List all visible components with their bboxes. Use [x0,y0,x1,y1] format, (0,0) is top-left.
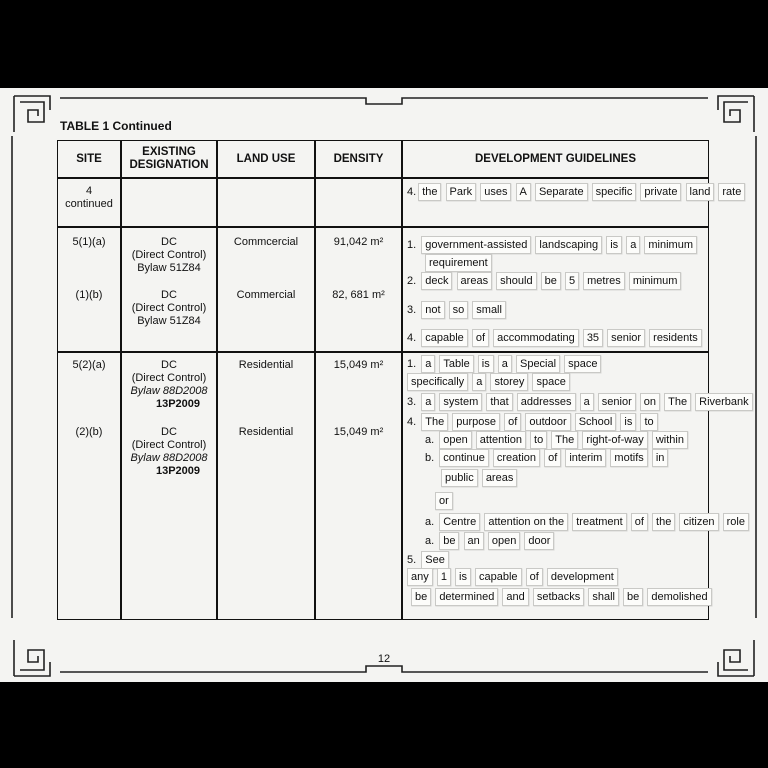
guideline-line [441,469,518,487]
column-divider [401,141,403,619]
cutout-word: See [421,551,449,569]
land-use-cell: Commcercial [233,236,299,248]
cutout-word: to [640,413,657,431]
header-site: SITE [76,152,102,165]
row-divider [58,177,708,179]
cutout-word: a [472,373,486,391]
cutout-word: outdoor [525,413,570,431]
guideline-number: 5. [407,554,420,566]
cutout-word: on [640,393,660,411]
density-cell: 15,049 m² [333,426,384,438]
site-cell: 5(2)(a) [72,359,106,371]
land-use-cell: Residential [238,426,294,438]
cutout-word: not [421,301,444,319]
guideline-line [407,301,507,319]
cutout-word: minimum [644,236,697,254]
guideline-line [407,355,602,373]
cutout-word: requirement [425,254,492,272]
cutout-word: door [524,532,554,550]
cutout-word: be [541,272,561,290]
row-divider [58,226,708,228]
cutout-word: attention [476,431,526,449]
cutout-word: system [439,393,482,411]
table-title: TABLE 1 Continued [60,119,172,133]
cutout-word: motifs [610,449,647,467]
cutout-word: attention on the [484,513,568,531]
cutout-word: an [464,532,484,550]
column-divider [314,141,316,619]
guideline-line [425,431,689,449]
guideline-line [407,272,682,290]
site-cell: 5(1)(a) [72,236,106,248]
cutout-word: of [472,329,489,347]
cutout-word: 35 [583,329,603,347]
cutout-word: A [516,183,531,201]
cutout-word: government-assisted [421,236,531,254]
cutout-word: continue [439,449,489,467]
development-table [57,140,749,620]
cutout-word: The [551,431,578,449]
cutout-word: interim [565,449,606,467]
cutout-word: that [486,393,512,411]
density-cell: 91,042 m² [333,236,384,248]
designation-cell: DC (Direct Control) Bylaw 88D2008 13P2009 [130,426,208,477]
cutout-word: open [488,532,520,550]
header-development-guidelines: DEVELOPMENT GUIDELINES [474,152,637,165]
row-divider [58,351,708,353]
cutout-word: small [472,301,506,319]
cutout-word: The [421,413,448,431]
cutout-word: space [564,355,601,373]
guideline-line [411,588,713,606]
cutout-word: is [478,355,494,373]
corner-ornament-top-right [718,96,754,132]
cutout-word: creation [493,449,540,467]
guideline-number: 4. [407,332,420,344]
header-density: DENSITY [333,152,384,165]
cutout-word: be [439,532,459,550]
guideline-line [425,254,493,272]
cutout-word: is [620,413,636,431]
cutout-word: senior [598,393,636,411]
cutout-word: landscaping [535,236,602,254]
cutout-word: in [652,449,669,467]
cutout-word: of [631,513,648,531]
cutout-word: Centre [439,513,480,531]
guideline-line [407,329,703,347]
designation-cell: DC (Direct Control) Bylaw 51Z84 [131,289,207,327]
designation-cell: DC (Direct Control) Bylaw 51Z84 [131,236,207,274]
site-cell: 4 continued [65,185,113,210]
cutout-word: areas [457,272,493,290]
cutout-word: open [439,431,471,449]
cutout-word: citizen [679,513,718,531]
guideline-line [407,373,571,391]
cutout-word: demolished [647,588,711,606]
cutout-word: or [435,492,453,510]
cutout-word: any [407,568,433,586]
land-use-cell: Commercial [236,289,296,301]
cutout-word: uses [480,183,511,201]
cutout-word: Separate [535,183,588,201]
cutout-word: addresses [517,393,576,411]
cutout-word: determined [435,588,498,606]
cutout-word: senior [607,329,645,347]
cutout-word: a [626,236,640,254]
cutout-word: of [526,568,543,586]
site-cell: (2)(b) [75,426,103,438]
guideline-line [407,183,746,201]
guideline-line [407,393,754,411]
cutout-word: Park [446,183,477,201]
cutout-word: land [686,183,715,201]
cutout-word: private [640,183,681,201]
cutout-word: accommodating [493,329,579,347]
guideline-line [425,532,555,550]
guideline-line [425,513,750,531]
guideline-number: 3. [407,396,420,408]
cutout-word: areas [482,469,518,487]
guideline-number: b. [425,452,438,464]
cutout-word: be [411,588,431,606]
guideline-number: a. [425,516,438,528]
guideline-number: a. [425,535,438,547]
cutout-word: and [502,588,528,606]
cutout-word: minimum [629,272,682,290]
guideline-words [418,186,746,198]
guideline-line [425,449,669,467]
cutout-word: the [652,513,675,531]
cutout-word: development [547,568,618,586]
cutout-word: is [455,568,471,586]
density-cell: 82, 681 m² [332,289,385,301]
cutout-word: shall [588,588,619,606]
cutout-word: within [652,431,688,449]
cutout-word: right-of-way [582,431,647,449]
cutout-word: residents [649,329,702,347]
cutout-word: Table [439,355,473,373]
header-existing-designation: EXISTING DESIGNATION [129,146,209,171]
cutout-word: 5 [565,272,579,290]
cutout-word: metres [583,272,625,290]
column-divider [216,141,218,619]
cutout-word: is [606,236,622,254]
cutout-word: School [575,413,617,431]
cutout-word: Special [516,355,560,373]
page-number: 12 [377,653,391,665]
guideline-number: 1. [407,239,420,251]
guideline-number: 4. [407,416,420,428]
cutout-word: a [421,393,435,411]
cutout-word: a [580,393,594,411]
cutout-word: a [421,355,435,373]
header-land-use: LAND USE [236,152,296,165]
guideline-line [407,413,659,431]
guideline-line [407,236,698,254]
designation-cell: DC (Direct Control) Bylaw 88D2008 13P2009 [130,359,208,410]
cutout-word: setbacks [533,588,584,606]
cutout-word: capable [475,568,522,586]
cutout-word: The [664,393,691,411]
cutout-word: the [418,183,441,201]
cutout-word: should [496,272,536,290]
cutout-word: public [441,469,478,487]
cutout-word: to [530,431,547,449]
cutout-word: of [544,449,561,467]
cutout-word: specifically [407,373,468,391]
cutout-word: purpose [452,413,500,431]
site-cell: (1)(b) [75,289,103,301]
document-page [0,88,768,682]
cutout-word: space [532,373,569,391]
guideline-line [435,492,454,510]
corner-ornament-top-left [14,96,50,132]
land-use-cell: Residential [238,359,294,371]
guideline-number: 2. [407,275,420,287]
cutout-word: so [449,301,469,319]
density-cell: 15,049 m² [333,359,384,371]
cutout-word: treatment [572,513,626,531]
guideline-number: 3. [407,304,420,316]
cutout-word: specific [592,183,637,201]
cutout-word: be [623,588,643,606]
cutout-word: 1 [437,568,451,586]
cutout-word: Riverbank [695,393,753,411]
cutout-word: a [498,355,512,373]
cutout-word: of [504,413,521,431]
cutout-word: storey [490,373,528,391]
guideline-number: 1. [407,358,420,370]
guideline-line [407,568,619,586]
cutout-word: deck [421,272,452,290]
cutout-word: role [723,513,749,531]
cutout-word: capable [421,329,468,347]
guideline-number: 4. [407,186,417,198]
guideline-line [407,551,450,569]
cutout-word: rate [718,183,745,201]
guideline-number: a. [425,434,438,446]
